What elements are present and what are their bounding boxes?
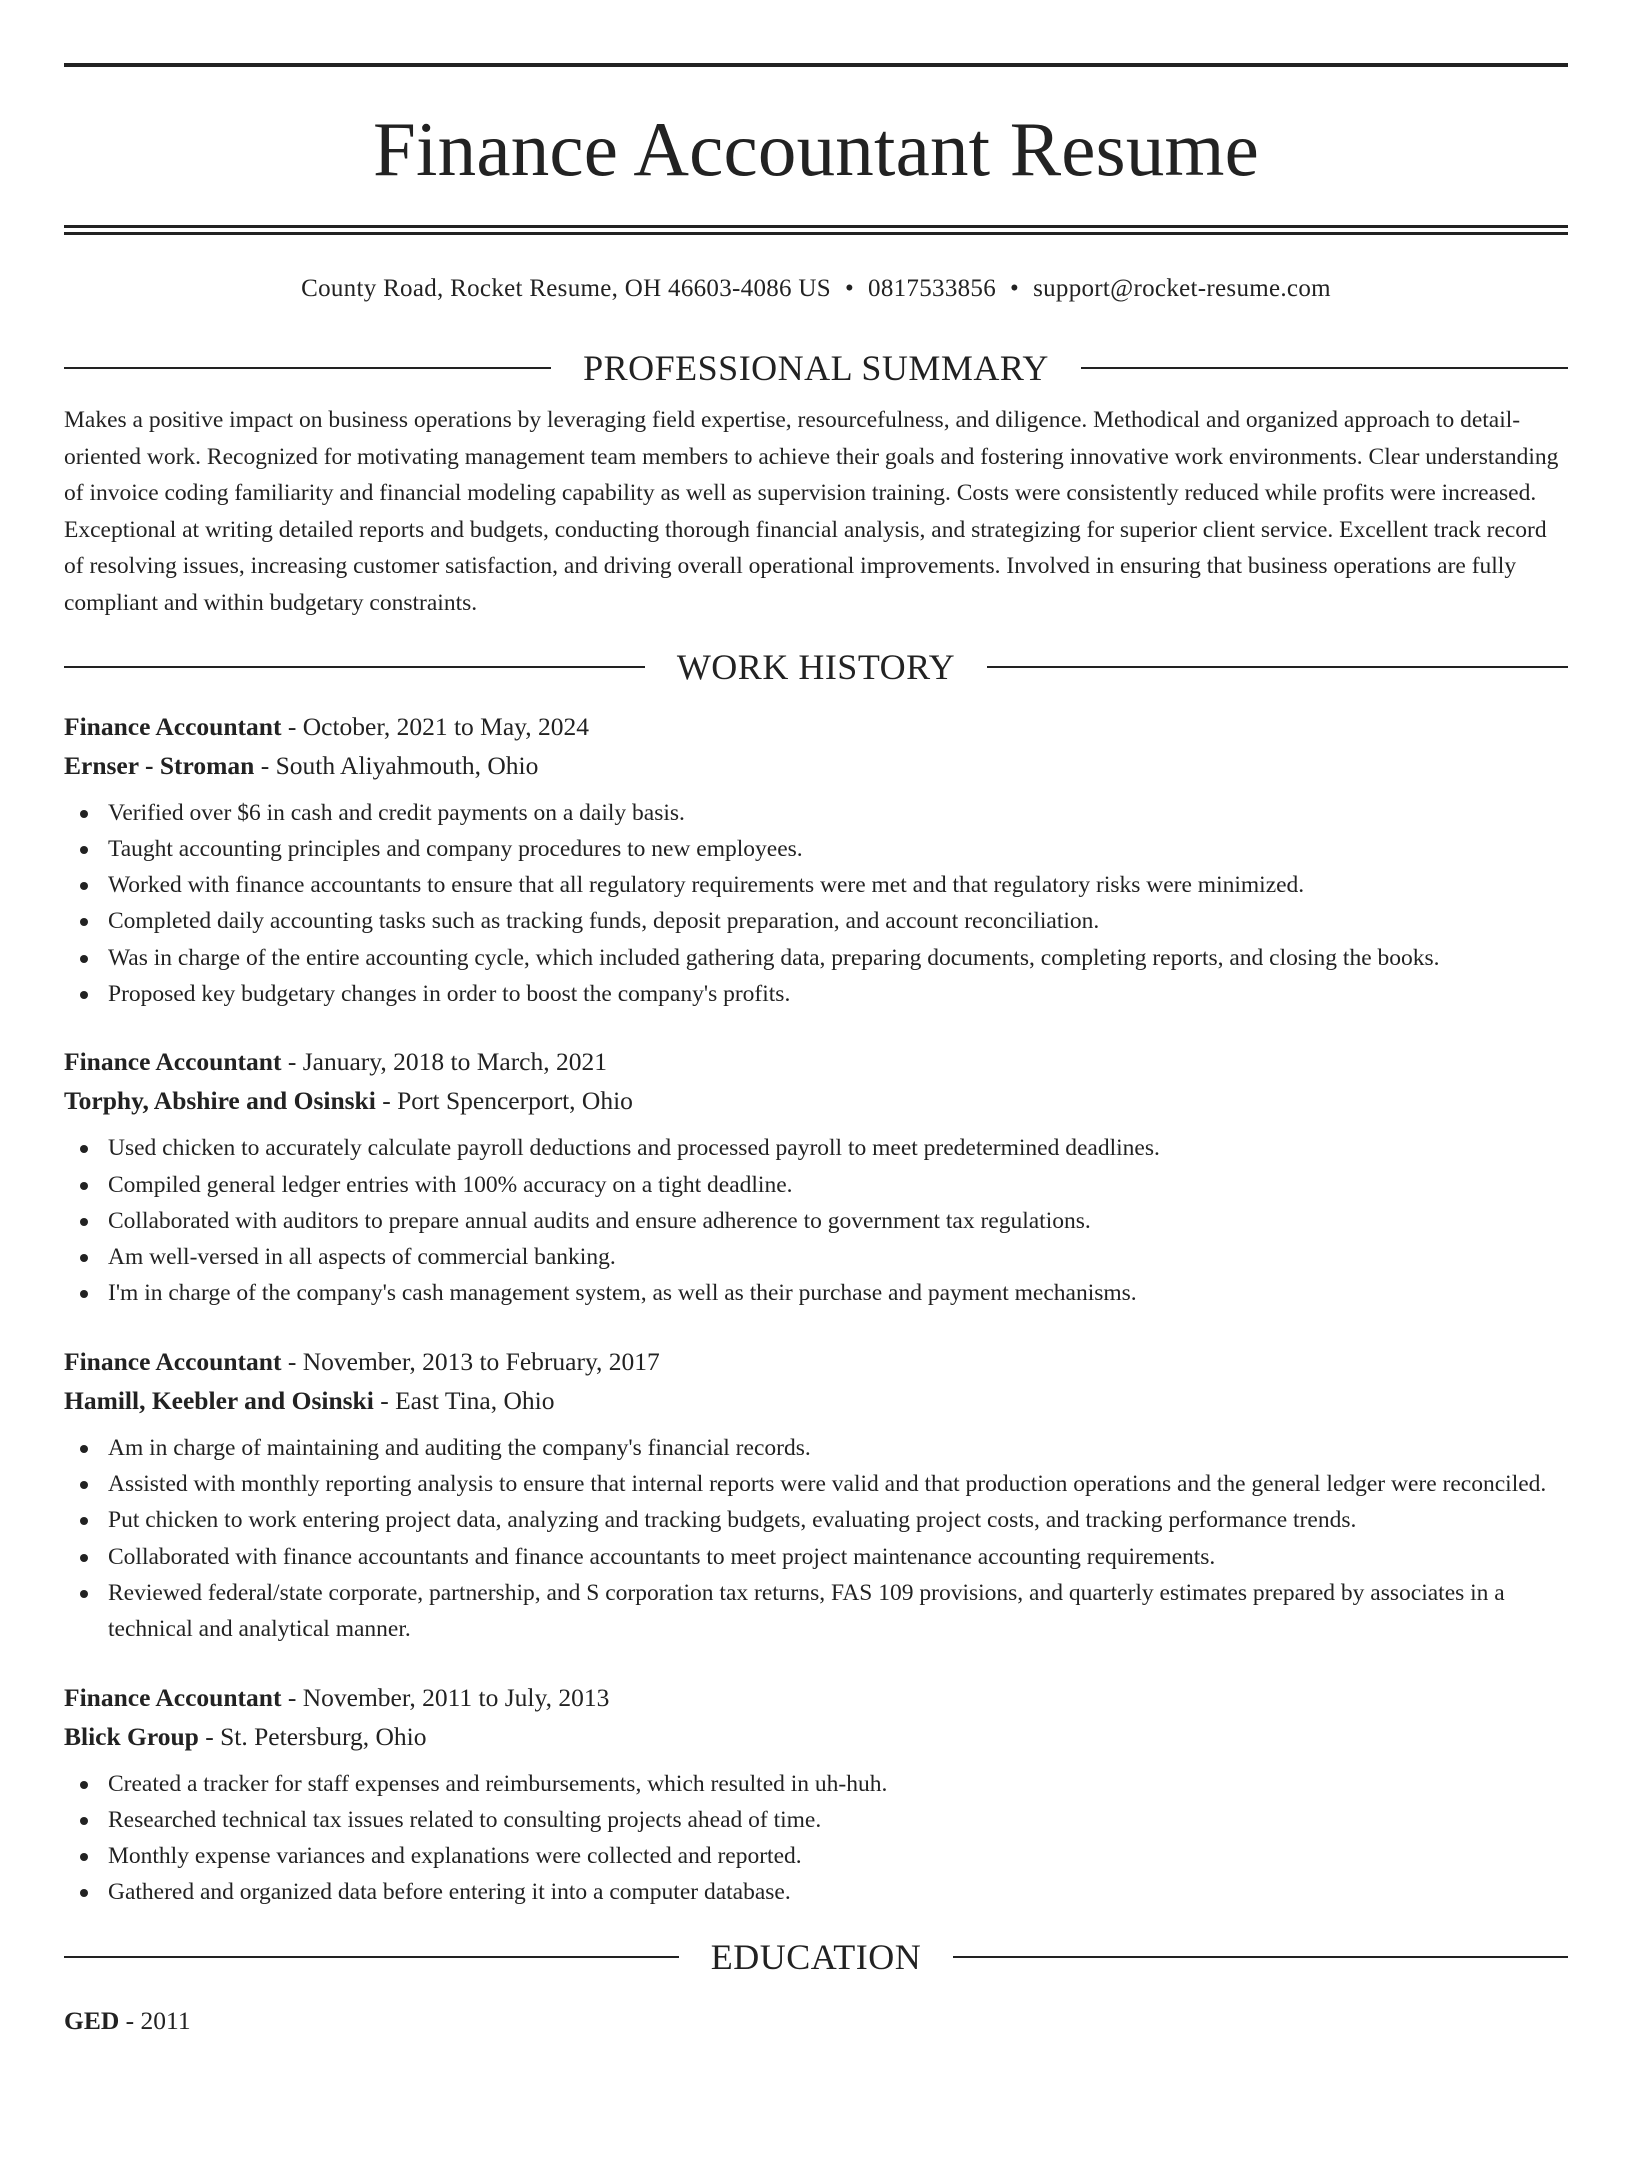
job-bullet: Completed daily accounting tasks such as tracking funds, deposit preparation, and account reconciliation. bbox=[64, 903, 1568, 939]
job-bullets bbox=[64, 795, 1568, 1013]
job-bullet: Created a tracker for staff expenses and reimbursements, which resulted in uh-huh. bbox=[64, 1766, 1568, 1802]
job-title-line: Finance Accountant - October, 2021 to May, 2024 bbox=[64, 711, 589, 741]
section-title: WORK HISTORY bbox=[676, 646, 956, 687]
job-bullet: Taught accounting principles and company procedures to new employees. bbox=[64, 831, 1568, 867]
heading-rule-left bbox=[64, 1956, 679, 1958]
contact-phone: 0817533856 bbox=[868, 275, 997, 302]
contact-separator: • bbox=[844, 275, 855, 302]
job-title-line: Finance Accountant - November, 2011 to July, 2013 bbox=[64, 1682, 610, 1712]
top-rule bbox=[64, 63, 1568, 67]
job-title-line: Finance Accountant - November, 2013 to February, 2017 bbox=[64, 1346, 660, 1376]
job-bullet: Was in charge of the entire accounting cycle, which included gathering data, preparing documents, completing reports, and closing the books. bbox=[64, 940, 1568, 976]
job-bullet: Used chicken to accurately calculate payroll deductions and processed payroll to meet predetermined deadlines. bbox=[64, 1130, 1568, 1166]
heading-rule-right bbox=[953, 1956, 1568, 1958]
job-company-line: Blick Group - St. Petersburg, Ohio bbox=[64, 1721, 427, 1751]
job-bullet: Collaborated with auditors to prepare annual audits and ensure adherence to government tax regulations. bbox=[64, 1203, 1568, 1239]
job-bullet: Put chicken to work entering project data, analyzing and tracking budgets, evaluating project costs, and tracking performance trends. bbox=[64, 1502, 1568, 1538]
job-company: Blick Group bbox=[64, 1721, 199, 1751]
job-location: East Tina, Ohio bbox=[395, 1385, 555, 1415]
section-heading-education bbox=[64, 1935, 1568, 1979]
job-entry bbox=[64, 707, 1568, 1013]
contact-separator: • bbox=[1010, 275, 1020, 302]
contact-line bbox=[64, 272, 1568, 306]
job-dates: November, 2011 to July, 2013 bbox=[302, 1682, 610, 1712]
job-title: Finance Accountant bbox=[64, 1346, 282, 1376]
contact-email: support@rocket-resume.com bbox=[1033, 275, 1331, 302]
heading-rule-left bbox=[64, 367, 551, 369]
education-degree: GED bbox=[64, 2005, 120, 2035]
summary-text: Makes a positive impact on business operations by leveraging field expertise, resourcefulness, and diligence. Methodical and organized approach to detail-oriented work. Recognized for motivating management team members to achieve their goals and fostering innovative work environments. Clear understanding of invoice coding familiarity and financial modeling capability as well as supervision training. Costs were consistently reduced while profits were increased. Exceptional at writing detailed reports and budgets, conducting thorough financial analysis, and strategizing for superior client service. Excellent track record of resolving issues, increasing customer satisfaction, and driving overall operational improvements. Involved in ensuring that business operations are fully compliant and within budgetary constraints. bbox=[64, 407, 1559, 616]
job-company: Torphy, Abshire and Osinski bbox=[64, 1086, 376, 1116]
job-bullet: Proposed key budgetary changes in order to boost the company's profits. bbox=[64, 976, 1568, 1012]
job-bullet: Am in charge of maintaining and auditing the company's financial records. bbox=[64, 1430, 1568, 1466]
job-company-line: Hamill, Keebler and Osinski - East Tina, Ohio bbox=[64, 1385, 555, 1415]
resume-page bbox=[0, 63, 1632, 2175]
job-bullet: I'm in charge of the company's cash management system, as well as their purchase and payment mechanisms. bbox=[64, 1275, 1568, 1311]
job-title: Finance Accountant bbox=[64, 711, 282, 741]
job-bullet: Monthly expense variances and explanations were collected and reported. bbox=[64, 1838, 1568, 1874]
job-bullet: Researched technical tax issues related to consulting projects ahead of time. bbox=[64, 1802, 1568, 1838]
section-title: EDUCATION bbox=[710, 1936, 922, 1977]
title-double-rule bbox=[64, 225, 1568, 235]
section-heading-work-history bbox=[64, 645, 1568, 689]
education-entry: GED - 2011 bbox=[64, 2005, 191, 2035]
job-bullet: Assisted with monthly reporting analysis to ensure that internal reports were valid and that production operations and the general ledger were reconciled. bbox=[64, 1466, 1568, 1502]
job-bullet: Gathered and organized data before entering it into a computer database. bbox=[64, 1874, 1568, 1910]
job-bullet: Collaborated with finance accountants and finance accountants to meet project maintenance accounting requirements. bbox=[64, 1539, 1568, 1575]
job-location: St. Petersburg, Ohio bbox=[220, 1721, 427, 1751]
job-bullet: Reviewed federal/state corporate, partnership, and S corporation tax returns, FAS 109 provisions, and quarterly estimates prepared by associates in a technical and analytical manner. bbox=[64, 1575, 1568, 1648]
heading-rule-right bbox=[1081, 367, 1568, 369]
job-company-line: Torphy, Abshire and Osinski - Port Spencerport, Ohio bbox=[64, 1086, 633, 1116]
job-company-line: Ernser - Stroman - South Aliyahmouth, Ohio bbox=[64, 750, 539, 780]
job-entry bbox=[64, 1342, 1568, 1648]
job-title: Finance Accountant bbox=[64, 1682, 282, 1712]
job-bullet: Verified over $6 in cash and credit payments on a daily basis. bbox=[64, 795, 1568, 831]
job-dates: October, 2021 to May, 2024 bbox=[302, 711, 589, 741]
job-bullets bbox=[64, 1130, 1568, 1311]
contact-address: County Road, Rocket Resume, OH 46603-4086 US bbox=[301, 275, 831, 302]
job-bullet: Worked with finance accountants to ensure that all regulatory requirements were met and that regulatory risks were minimized. bbox=[64, 867, 1568, 903]
job-bullet: Am well-versed in all aspects of commercial banking. bbox=[64, 1239, 1568, 1275]
job-dates: November, 2013 to February, 2017 bbox=[302, 1346, 660, 1376]
heading-rule-left bbox=[64, 666, 645, 668]
job-entry bbox=[64, 1042, 1568, 1311]
job-bullets bbox=[64, 1430, 1568, 1648]
section-title: PROFESSIONAL SUMMARY bbox=[583, 348, 1049, 388]
heading-rule-right bbox=[987, 666, 1568, 668]
job-entry bbox=[64, 1678, 1568, 1911]
job-bullet: Compiled general ledger entries with 100% accuracy on a tight deadline. bbox=[64, 1167, 1568, 1203]
job-title-line: Finance Accountant - January, 2018 to March, 2021 bbox=[64, 1047, 608, 1077]
job-bullets bbox=[64, 1766, 1568, 1911]
resume-title: Finance Accountant Resume bbox=[373, 106, 1259, 192]
job-company: Ernser - Stroman bbox=[64, 750, 255, 780]
job-dates: January, 2018 to March, 2021 bbox=[302, 1047, 608, 1077]
job-location: South Aliyahmouth, Ohio bbox=[275, 750, 539, 780]
job-location: Port Spencerport, Ohio bbox=[397, 1086, 633, 1116]
section-heading-summary bbox=[64, 346, 1568, 390]
education-year: 2011 bbox=[140, 2005, 191, 2035]
job-company: Hamill, Keebler and Osinski bbox=[64, 1385, 374, 1415]
job-title: Finance Accountant bbox=[64, 1047, 282, 1077]
